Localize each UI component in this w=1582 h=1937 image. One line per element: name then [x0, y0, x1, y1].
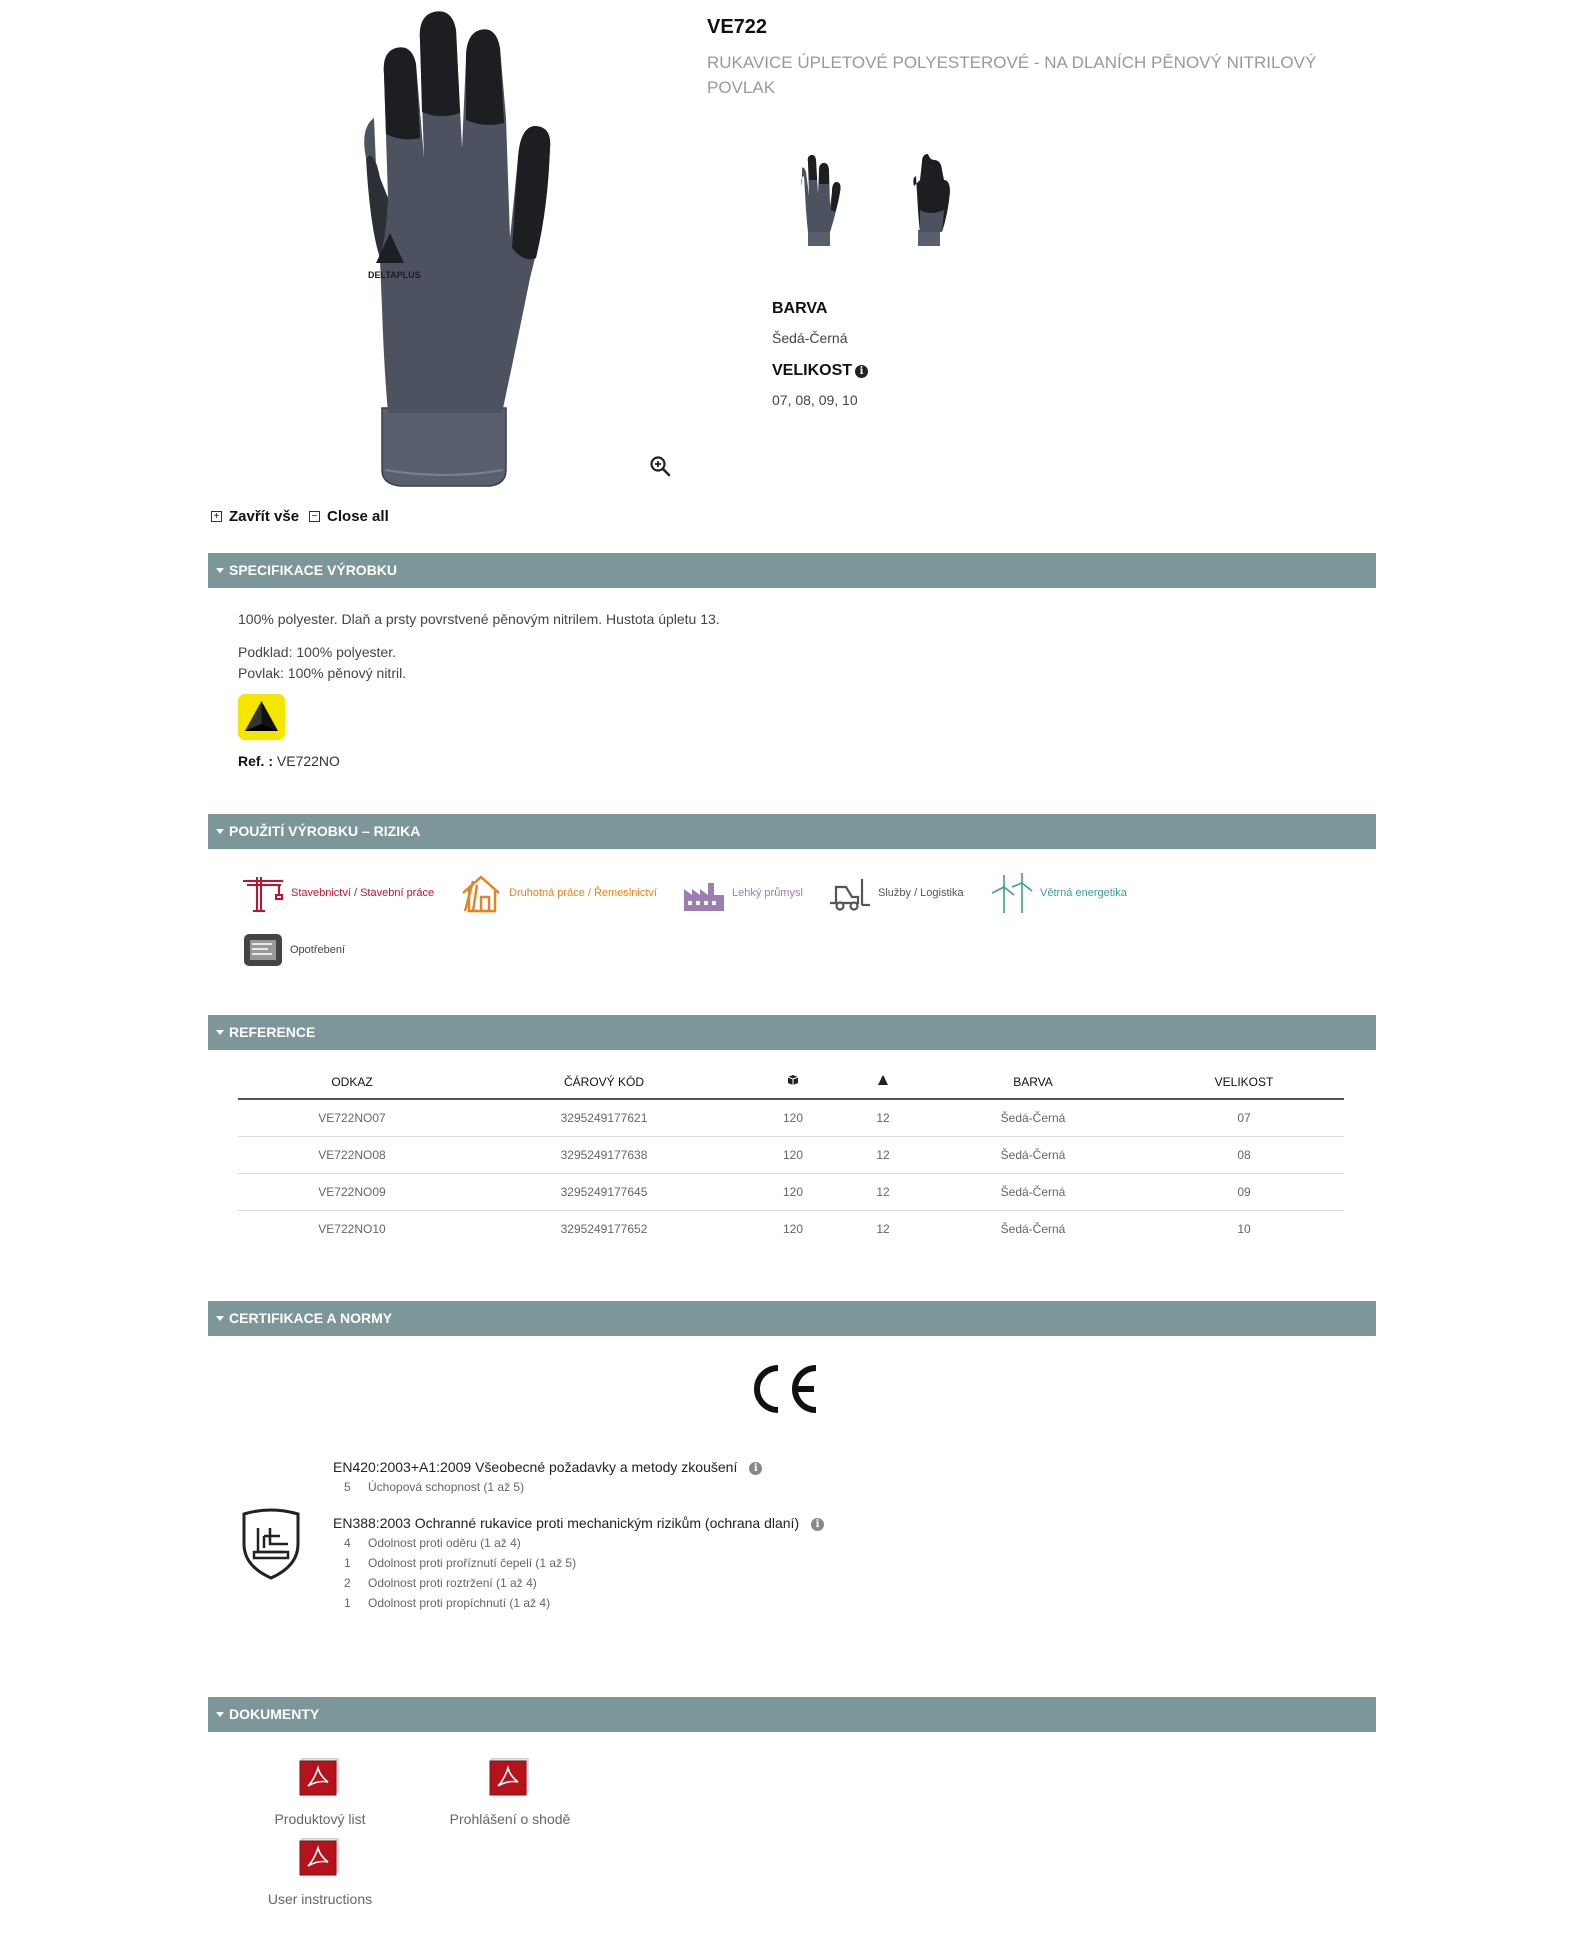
ce-mark-icon — [746, 1362, 820, 1416]
cell-size: 10 — [1237, 1221, 1251, 1236]
cell-box: 120 — [782, 1221, 804, 1236]
usage-item-wear — [242, 932, 345, 968]
norm-text: Odolnost proti roztržení (1 až 4) — [368, 1576, 537, 1590]
cell-size: 08 — [1144, 1136, 1344, 1173]
col-box — [742, 1065, 844, 1099]
thumbnail-back[interactable] — [900, 150, 960, 250]
pdf-icon — [298, 1838, 342, 1876]
section-docs-title: DOKUMENTY — [229, 1706, 320, 1722]
cell-barcode: 3295249177645 — [466, 1173, 742, 1210]
info-icon[interactable]: i — [855, 365, 868, 378]
norm-text: Odolnost proti proříznutí čepelí (1 až 5) — [368, 1556, 577, 1570]
reference-table — [238, 1065, 1344, 1247]
info-icon[interactable]: i — [749, 1462, 762, 1475]
color-label: BARVA — [772, 300, 828, 317]
expand-all-label: Zavřít vše — [229, 508, 300, 525]
table-row[interactable] — [238, 1099, 1344, 1136]
norm-en388-row — [344, 1596, 550, 1610]
cell-box: 120 — [742, 1136, 844, 1173]
mechanical-risk-shield-icon — [240, 1508, 302, 1580]
usage-label-crafts: Druhotná práce / Řemeslnictví — [509, 887, 657, 899]
norm-en388-row — [344, 1536, 521, 1550]
doc-declaration[interactable] — [430, 1758, 590, 1827]
section-cert-title: CERTIFIKACE A NORMY — [229, 1310, 393, 1326]
size-label — [772, 362, 868, 380]
pack-icon — [877, 1074, 889, 1086]
house-scaffold-icon — [459, 873, 503, 913]
ref-label: Ref. : — [238, 753, 273, 769]
thumbnail-front[interactable] — [790, 150, 850, 250]
spec-description: 100% polyester. Dlaň a prsty povrstvené pěnovým nitrilem. Hustota úpletu 13. — [238, 611, 720, 627]
zoom-icon[interactable] — [648, 454, 672, 478]
usage-label-construction: Stavebnictví / Stavební práce — [291, 887, 435, 899]
usage-item-crafts — [459, 873, 657, 913]
caret-down-icon — [216, 1712, 224, 1717]
cell-code: VE722NO10 — [318, 1221, 386, 1236]
expand-all-button[interactable] — [211, 508, 299, 525]
pdf-icon — [488, 1758, 532, 1796]
product-main-image[interactable] — [330, 8, 570, 492]
section-reference-title: REFERENCE — [229, 1024, 316, 1040]
usage-label-wind-energy: Větrná energetika — [1040, 887, 1127, 899]
crane-icon — [241, 873, 285, 913]
section-spec-title: SPECIFIKACE VÝROBKU — [229, 562, 398, 578]
cell-barcode: 3295249177621 — [466, 1099, 742, 1136]
cell-barcode: 3295249177652 — [560, 1221, 648, 1236]
doc-label: Produktový list — [274, 1811, 366, 1827]
cell-size: 07 — [1144, 1099, 1344, 1136]
caret-down-icon — [216, 829, 224, 834]
section-reference-header[interactable] — [208, 1015, 1376, 1050]
norm-en388-title — [333, 1515, 824, 1531]
norm-en388-row — [344, 1576, 537, 1590]
usage-item-light-industry — [682, 873, 803, 913]
glove-logo-text: DELTAPLUS — [368, 270, 421, 280]
expand-collapse-controls — [211, 508, 389, 525]
norm-en420-row — [344, 1480, 524, 1494]
wind-turbine-icon — [990, 873, 1034, 913]
cell-barcode: 3295249177638 — [466, 1136, 742, 1173]
size-value: 07, 08, 09, 10 — [772, 392, 858, 408]
color-value: Šedá-Černá — [772, 330, 848, 346]
usage-label-light-industry: Lehký průmysl — [732, 887, 803, 899]
collapse-all-button[interactable] — [309, 508, 389, 525]
deltaplus-badge-icon — [238, 694, 285, 740]
doc-user-instructions[interactable] — [240, 1838, 400, 1907]
factory-icon — [682, 873, 726, 913]
col-color: BARVA — [922, 1065, 1144, 1099]
col-pack — [844, 1065, 922, 1099]
reference-header-row — [238, 1065, 1344, 1099]
cell-pack: 12 — [844, 1173, 922, 1210]
cell-pack: 12 — [844, 1136, 922, 1173]
forklift-icon — [828, 873, 872, 913]
section-docs-header[interactable] — [208, 1697, 1376, 1732]
caret-down-icon — [216, 1030, 224, 1035]
usage-label-wear: Opotřebení — [290, 944, 346, 956]
plus-box-icon: + — [211, 511, 222, 522]
collapse-all-label: Close all — [327, 508, 389, 525]
col-barcode: ČÁROVÝ KÓD — [466, 1065, 742, 1099]
norm-level: 1 — [344, 1596, 351, 1610]
doc-label: Prohlášení o shodě — [449, 1811, 571, 1827]
cell-box: 120 — [742, 1173, 844, 1210]
size-label-text: VELIKOST — [772, 362, 853, 379]
cell-pack: 12 — [844, 1099, 922, 1136]
cell-code: VE722NO09 — [238, 1173, 466, 1210]
norm-en420-text: EN420:2003+A1:2009 Všeobecné požadavky a metody zkoušení — [333, 1459, 738, 1475]
col-size: VELIKOST — [1144, 1065, 1344, 1099]
cell-color: Šedá-Černá — [922, 1173, 1144, 1210]
table-row[interactable] — [238, 1136, 1344, 1173]
table-row[interactable] — [238, 1173, 1344, 1210]
norm-level: 2 — [344, 1576, 351, 1590]
col-code: ODKAZ — [238, 1065, 466, 1099]
norm-level: 1 — [344, 1556, 351, 1570]
ref-value: VE722NO — [276, 753, 340, 769]
norm-en388-text: EN388:2003 Ochranné rukavice proti mechanickým rizikům (ochrana dlaní) — [333, 1515, 800, 1531]
norm-en388-row — [344, 1556, 576, 1570]
spec-lining: Podklad: 100% polyester. — [238, 644, 396, 660]
usage-item-logistics — [828, 873, 964, 913]
section-usage-title: POUŽITÍ VÝROBKU – RIZIKA — [229, 823, 421, 839]
product-subtitle: RUKAVICE ÚPLETOVÉ POLYESTEROVÉ - NA DLANÍCH PĚNOVÝ NITRILOVÝ POVLAK — [707, 53, 1317, 97]
usage-label-logistics: Služby / Logistika — [878, 887, 964, 899]
product-code: VE722 — [707, 16, 768, 38]
usage-item-wind-energy — [990, 873, 1127, 913]
cell-code: VE722NO08 — [238, 1136, 466, 1173]
box-icon — [787, 1074, 799, 1086]
cell-code: VE722NO07 — [238, 1099, 466, 1136]
spec-coating: Povlak: 100% pěnový nitril. — [238, 665, 407, 681]
cell-box: 120 — [742, 1099, 844, 1136]
section-spec-header[interactable] — [208, 553, 1376, 588]
doc-product-sheet[interactable] — [240, 1758, 400, 1827]
usage-item-construction — [241, 873, 434, 913]
pdf-icon — [298, 1758, 342, 1796]
doc-label: User instructions — [267, 1891, 373, 1907]
norm-text: Úchopová schopnost (1 až 5) — [368, 1480, 525, 1494]
caret-down-icon — [216, 568, 224, 573]
reference-line — [238, 753, 340, 769]
cell-color: Šedá-Černá — [1000, 1221, 1066, 1236]
cell-color: Šedá-Černá — [922, 1136, 1144, 1173]
cell-pack: 12 — [876, 1221, 890, 1236]
cell-color: Šedá-Černá — [922, 1099, 1144, 1136]
section-cert-header[interactable] — [208, 1301, 1376, 1336]
norm-text: Odolnost proti propíchnutí (1 až 4) — [368, 1596, 551, 1610]
norm-level: 4 — [344, 1536, 351, 1550]
wear-icon — [242, 932, 284, 968]
norm-en420-title — [333, 1459, 762, 1475]
norm-text: Odolnost proti oděru (1 až 4) — [368, 1536, 521, 1550]
table-row[interactable] — [238, 1210, 1344, 1247]
minus-box-icon: − — [309, 511, 320, 522]
caret-down-icon — [216, 1316, 224, 1321]
norm-level: 5 — [344, 1480, 351, 1494]
section-usage-header[interactable] — [208, 814, 1376, 849]
cell-size: 09 — [1144, 1173, 1344, 1210]
info-icon[interactable]: i — [811, 1518, 824, 1531]
